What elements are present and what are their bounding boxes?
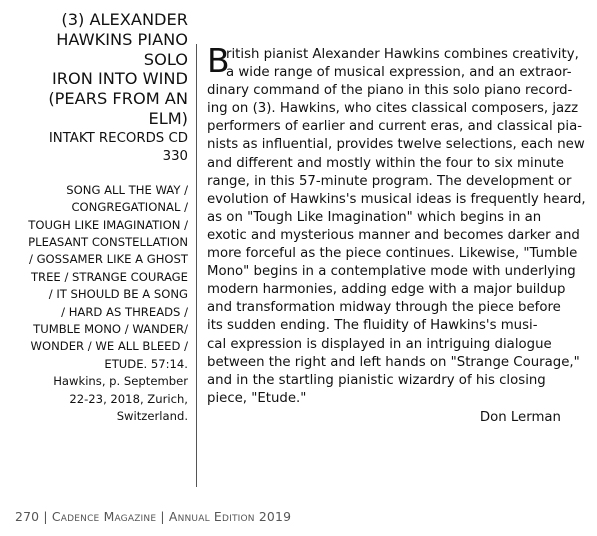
- album-title: [14, 10, 188, 129]
- album-title-line: HAWKINS PIANO: [56, 29, 188, 49]
- footer-separator: |: [160, 509, 165, 524]
- tracklist-line: TUMBLE MONO / WANDER/: [33, 322, 188, 337]
- drop-cap: B: [207, 41, 230, 80]
- review-author: Don Lerman: [479, 409, 561, 425]
- review-line: dinary command of the piano in this solo piano record-: [207, 83, 573, 99]
- page-number: 270: [15, 509, 40, 524]
- album-info-column: [14, 10, 188, 425]
- tracklist-line: / GOSSAMER LIKE A GHOST: [28, 252, 188, 267]
- edition-name: Annual Edition 2019: [168, 509, 292, 524]
- review-line: nists as influential, provides twelve selections, each new: [207, 137, 585, 153]
- tracklist-line: CONGREGATIONAL /: [71, 200, 188, 215]
- review-line: ritish pianist Alexander Hawkins combines creativity,: [226, 47, 579, 62]
- footer-separator: |: [43, 509, 48, 524]
- review-line: more forceful as the piece continues. Likewise, "Tumble: [207, 246, 578, 262]
- review-line: a wide range of musical expression, and an extraor-: [226, 65, 572, 81]
- album-title-line: IRON INTO WIND: [51, 69, 188, 89]
- tracklist-line: / HARD AS THREADS /: [61, 304, 188, 319]
- recording-info-line: 22-23, 2018, Zurich,: [69, 391, 188, 406]
- review-line: range, in this 57-minute program. The development or: [207, 173, 572, 189]
- review-line: piece, "Etude.": [207, 390, 307, 406]
- album-title-line: ELM): [148, 108, 188, 128]
- review-line: between the right and left hands on "Strange Courage,": [207, 354, 580, 370]
- review-line: its sudden ending. The fluidity of Hawkins's musi-: [207, 318, 538, 334]
- recording-info-line: Switzerland.: [116, 409, 188, 424]
- review-line: and different and mostly within the four to six minute: [207, 155, 564, 171]
- tracklist-line: PLEASANT CONSTELLATION: [28, 235, 188, 249]
- tracklist: [14, 182, 188, 426]
- record-label-line: INTAKT RECORDS CD: [48, 130, 188, 146]
- album-title-line: (PEARS FROM AN: [48, 89, 188, 109]
- album-title-line: SOLO: [143, 49, 188, 69]
- tracklist-line: SONG ALL THE WAY /: [66, 182, 188, 197]
- review-line: performers of earlier and current eras, and classical pia-: [207, 119, 583, 135]
- review-line: cal expression is displayed in an intriguing dialogue: [207, 336, 552, 352]
- review-line: Mono" begins in a contemplative mode with underlying: [207, 264, 576, 280]
- tracklist-line: TOUGH LIKE IMAGINATION /: [28, 217, 188, 232]
- review-line: as on "Tough Like Imagination" which begins in an: [207, 209, 542, 225]
- tracklist-line: ETUDE. 57:14.: [104, 356, 188, 371]
- recording-info-line: Hawkins, p. September: [53, 374, 188, 389]
- page-footer: [15, 509, 291, 524]
- review-line: exotic and mysterious manner and becomes darker and: [207, 227, 580, 243]
- review-line: ing on (3). Hawkins, who cites classical composers, jazz: [207, 101, 579, 117]
- album-title-line: (3) ALEXANDER: [61, 10, 188, 29]
- review-line: and in the startling pianistic wizardry of his closing: [207, 372, 546, 388]
- tracklist-line: TREE / STRANGE COURAGE: [30, 269, 188, 284]
- record-label-line: 330: [162, 148, 188, 164]
- column-divider: [196, 44, 197, 487]
- tracklist-line: WONDER / WE ALL BLEED /: [30, 339, 188, 354]
- tracklist-line: / IT SHOULD BE A SONG: [48, 287, 188, 302]
- review-line: modern harmonies, adding edge with a major buildup: [207, 282, 566, 298]
- review-line: evolution of Hawkins's musical ideas is frequently heard,: [207, 191, 586, 207]
- magazine-name: Cadence Magazine: [51, 509, 157, 524]
- review-body: [207, 41, 586, 427]
- review-line: and transformation midway through the piece before: [207, 300, 561, 316]
- record-label: [14, 130, 188, 166]
